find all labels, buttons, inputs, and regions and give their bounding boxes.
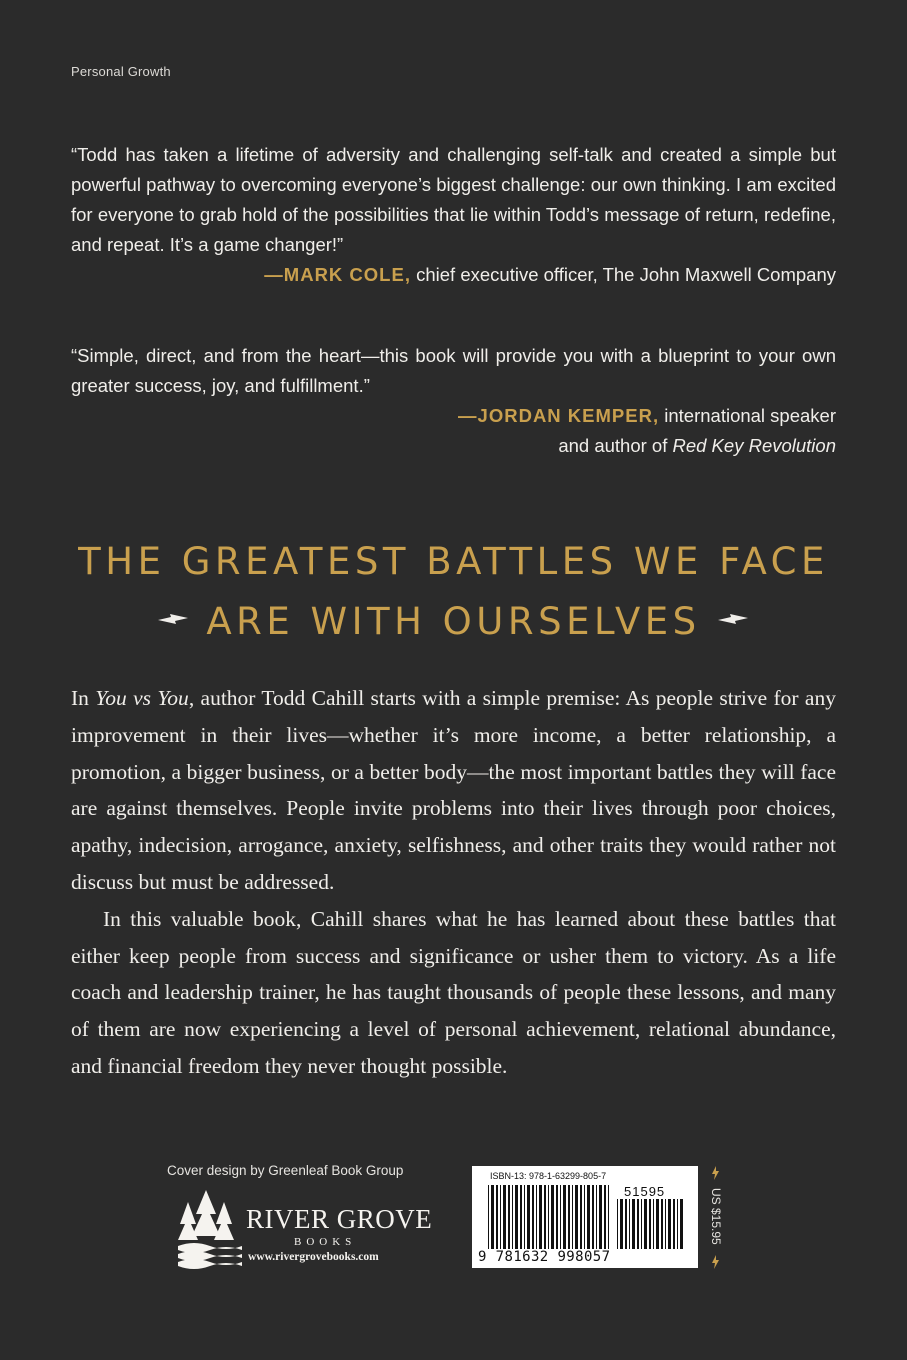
p1-prefix: In [71,686,96,710]
quote-attribution [71,260,836,290]
lightning-bolt-icon [718,611,748,627]
lightning-bolt-icon [711,1255,720,1269]
barcode-digits: 9 781632 998057 [478,1249,611,1265]
barcode-addon-bars [617,1199,686,1249]
endorser-name: —JORDAN KEMPER, [458,405,660,426]
headline-line-1: THE GREATEST BATTLES WE FACE [78,540,829,583]
headline-line-2: ARE WITH OURSELVES [206,600,701,643]
endorser-name: —MARK COLE, [264,264,411,285]
book-description [71,680,836,1085]
description-paragraph-1 [71,680,836,901]
book-title-reference: Red Key Revolution [672,435,836,456]
p1-body: , author Todd Cahill starts with a simple premise: As people strive for any improvement in their lives—whether it’s more income, a better relationship, a promotion, a bigger business, or a better body—the most important battles they will face are against themselves. People invite problems into their lives through poor choices, apathy, indecision, arrogance, anxiety, selfishness, and other traits they would rather not discuss but must be addressed. [71,686,836,894]
price-label: US $15.95 [709,1188,723,1245]
quote-attribution [71,401,836,431]
endorser-title: chief executive officer, The John Maxwell Company [410,264,836,285]
publisher-name: RIVER GROVE [246,1204,433,1234]
description-paragraph-2: In this valuable book, Cahill shares what he has learned about these battles that either keep people from success and significance or usher them to victory. As a life coach and leadership trainer, he has taught thousands of people these lessons, and many of them are now experiencing a level of personal achievement, relational abundance, and financial freedom they never thought possible. [71,906,836,1078]
lightning-bolt-icon [711,1166,720,1180]
endorser-title: international speaker [659,405,836,426]
category-label: Personal Growth [71,64,171,79]
cover-design-credit: Cover design by Greenleaf Book Group [167,1163,404,1178]
quote-text: “Todd has taken a lifetime of adversity and challenging self-talk and created a simple but powerful pathway to overcoming everyone’s biggest challenge: our own thinking. I am excited for everyone to grab hold of the possibilities that lie within Todd’s message of return, redefine, and repeat. It’s a game changer!” [71,144,836,255]
quote-text: “Simple, direct, and from the heart—this book will provide you with a blueprint to your own greater success, joy, and fulfillment.” [71,345,836,396]
endorsement-quote-2 [71,341,836,461]
author-of-prefix: and author of [558,435,673,456]
trees-river-icon [176,1188,246,1273]
endorsement-quote-1 [71,140,836,290]
publisher-logo [176,1188,433,1273]
lightning-bolt-icon [158,611,188,627]
endorser-title-line2 [71,431,836,461]
publisher-url: www.rivergrovebooks.com [248,1251,379,1263]
isbn-label: ISBN-13: 978-1-63299-805-7 [490,1171,607,1181]
barcode-addon-digits: 51595 [624,1184,666,1199]
book-title: You vs You [95,686,189,710]
barcode-bars [488,1185,610,1249]
publisher-sub: BOOKS [294,1236,357,1248]
